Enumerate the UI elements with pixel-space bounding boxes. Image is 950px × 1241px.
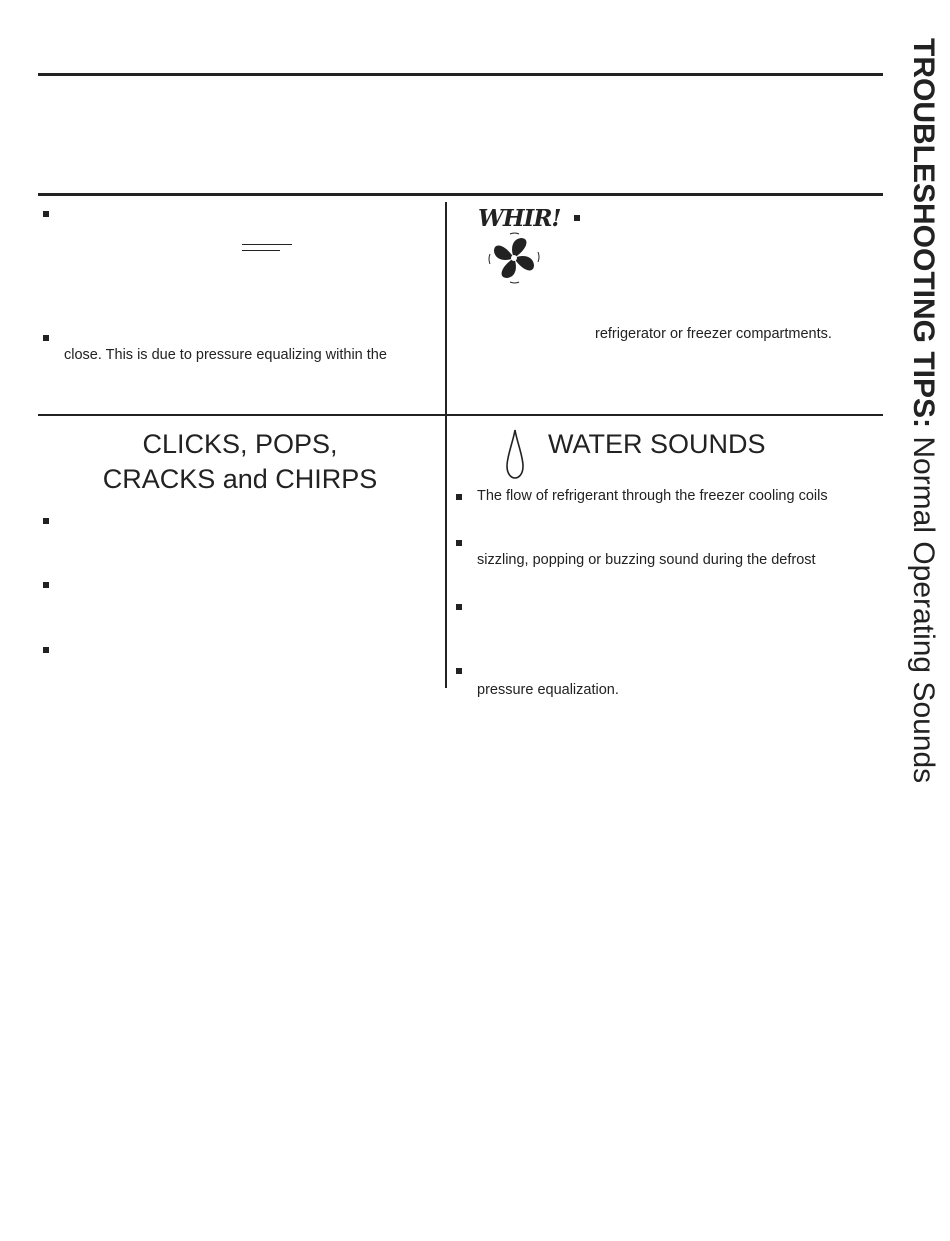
clicks-heading-line1: CLICKS, POPS,: [142, 429, 338, 459]
bullet: [43, 518, 49, 524]
bullet: [43, 211, 49, 217]
water-item1-text: The flow of refrigerant through the freezer cooling coils: [477, 488, 828, 504]
bullet: [456, 604, 462, 610]
bullet: [456, 494, 462, 500]
top-left-text: close. This is due to pressure equalizing within the: [64, 347, 387, 363]
middle-rule: [38, 414, 883, 416]
water-heading: WATER SOUNDS: [548, 429, 766, 459]
underline-mark: [242, 244, 292, 245]
bullet: [456, 540, 462, 546]
underline-mark: [242, 250, 280, 251]
fan-icon: [486, 232, 542, 284]
water-item2-text: sizzling, popping or buzzing sound during the defrost: [477, 552, 816, 568]
bullet: [43, 647, 49, 653]
section-rule: [38, 193, 883, 196]
column-divider: [445, 202, 447, 688]
bullet: [574, 215, 580, 221]
side-title-text: [905, 38, 941, 783]
water-item4-text: pressure equalization.: [477, 682, 619, 698]
bullet: [43, 582, 49, 588]
clicks-heading: [40, 427, 440, 497]
top-right-text: refrigerator or freezer compartments.: [595, 326, 832, 342]
top-rule: [38, 73, 883, 76]
water-drop-icon: [505, 428, 525, 480]
whir-label: WHIR!: [478, 205, 561, 232]
bullet: [456, 668, 462, 674]
clicks-heading-line2: CRACKS and CHIRPS: [102, 464, 378, 494]
side-title-normal: Normal Operating Sounds: [907, 428, 940, 784]
side-title-bold: TROUBLESHOOTING TIPS:: [907, 38, 940, 428]
side-title: [905, 38, 945, 838]
bullet: [43, 335, 49, 341]
